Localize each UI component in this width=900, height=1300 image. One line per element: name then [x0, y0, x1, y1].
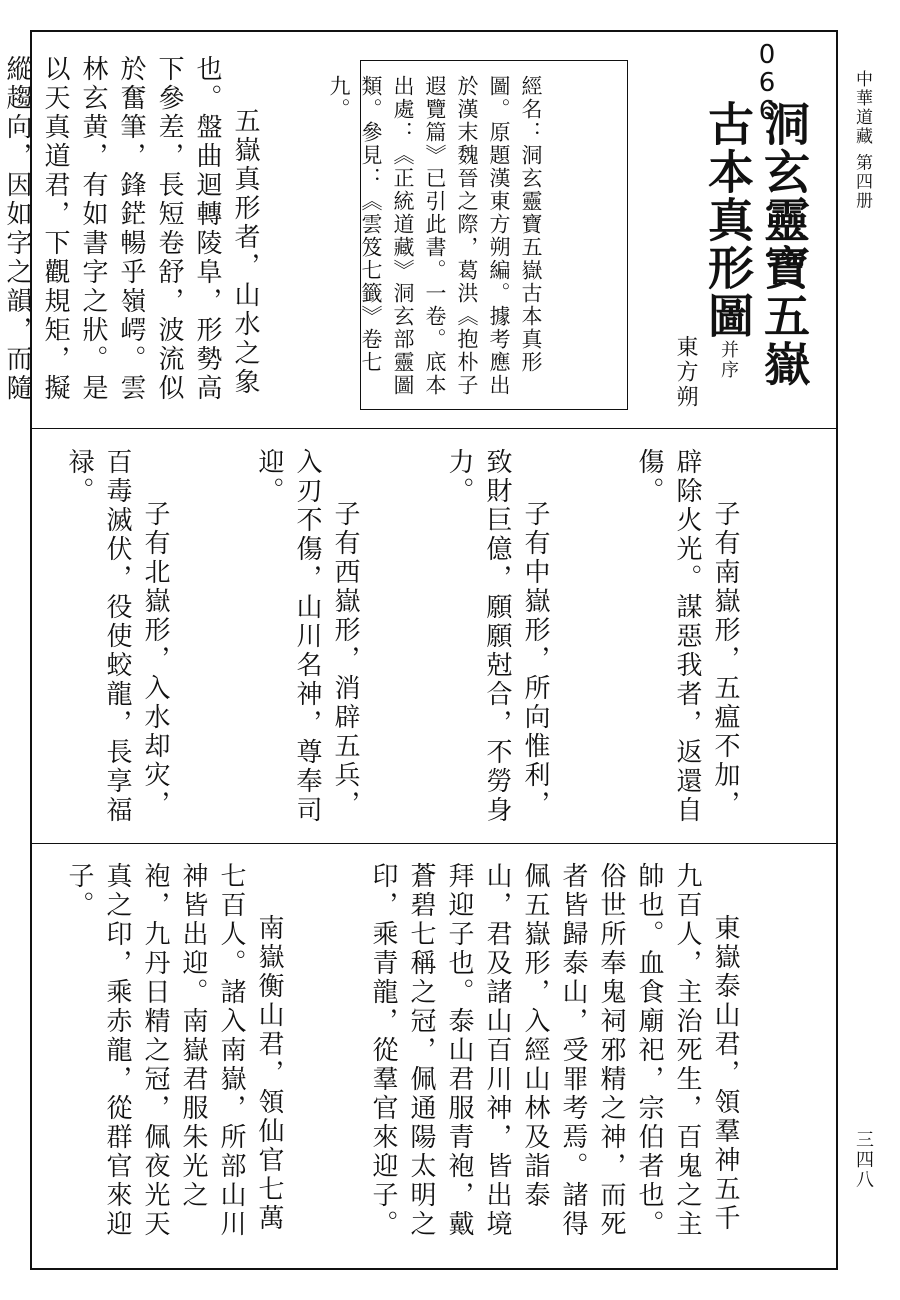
page-number: 三四八 — [853, 1130, 874, 1190]
paragraph: 子有西嶽形，消辟五兵，入刃不傷，山川名神，尊奉司迎。 — [254, 448, 360, 825]
editorial-note-box — [327, 60, 628, 410]
author: 東方朔 — [673, 335, 698, 410]
bottom-text — [64, 862, 820, 1254]
scripture-title-text: 洞玄靈寶五嶽古本真形圖 — [701, 100, 811, 388]
paragraph: 子有北嶽形，入水却灾，百毒滅伏，役使蛟龍，長享福禄。 — [64, 448, 170, 825]
running-header: 中華道藏 第四册 — [852, 70, 872, 211]
editorial-note-text: 經名：洞玄靈寶五嶽古本真形圖。原題漢東方朔編。據考應出於漢末魏晉之際，葛洪《抱朴子遐覽篇》已引此書。一卷。底本出處：《正統道藏》洞玄部靈圖類。參見：《雲笈七籤》卷七九。 — [327, 75, 543, 397]
paragraph: 子有南嶽形，五瘟不加，辟除火光。謀惡我者，返還自傷。 — [634, 448, 740, 825]
text-number: 066 — [752, 40, 782, 124]
title-suffix: 并序 — [718, 340, 739, 380]
scripture-title — [700, 100, 812, 430]
middle-text — [64, 448, 820, 833]
editorial-note — [327, 75, 611, 397]
paragraph: 子有中嶽形，所向惟利，致財巨億，願願尅合，不勞身力。 — [444, 448, 550, 825]
paragraph: 五嶽真形者，山水之象也。盤曲迴轉陵阜，形勢高下參差，長短卷舒，波流似於奮筆，鋒鋩暢乎嶺崿。雲林玄黄，有如書字之狀。是以天真道君，下觀規矩，擬縱趨向，因如字之韻，而隨 — [2, 55, 260, 403]
preface-text — [2, 55, 340, 415]
section-divider-bottom — [32, 843, 836, 844]
paragraph: 南嶽衡山君，領仙官七萬七百人。諸入南嶽，所部山川神皆出迎。南嶽君服朱光之袍，九丹日精之冠，佩夜光天真之印，乘赤龍，從群官來迎子。 — [64, 862, 284, 1239]
paragraph: 東嶽泰山君，領羣神五千九百人，主治死生，百鬼之主帥也。血食廟祀，宗伯者也。俗世所奉鬼祠邪精之神，而死者皆歸泰山，受罪考焉。諸得佩五嶽形，入經山林及詣泰山，君及諸山百川神，皆出境拜迎子也。泰山君服青袍，戴蒼碧七稱之冠，佩通陽太明之印，乘青龍，從羣官來迎子。 — [368, 862, 740, 1239]
